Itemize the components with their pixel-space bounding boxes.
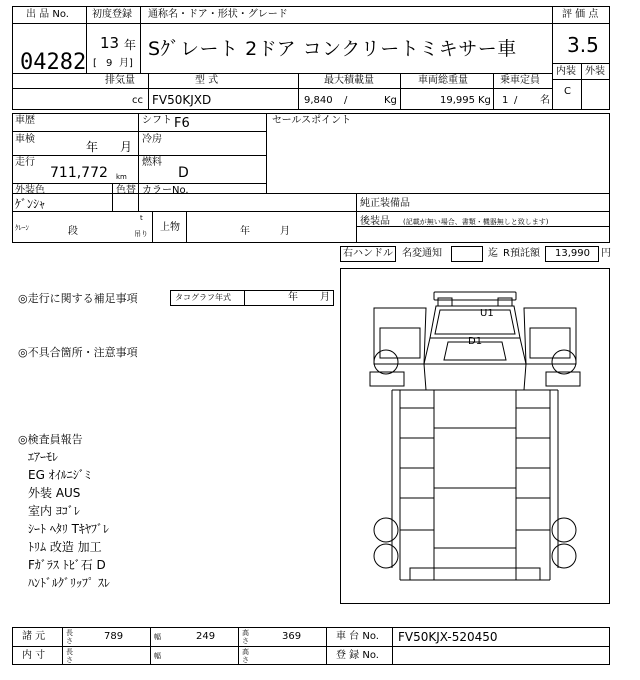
gross-weight-label: 車両総重量 [418, 75, 468, 86]
defects-label: ◎不具合箇所・注意事項 [18, 346, 138, 359]
first-reg-year-unit: 年 [124, 38, 137, 52]
boarding-year-unit: 年 [240, 226, 250, 237]
recycle-label: R預託額 [503, 248, 540, 259]
first-reg-year: 13 [100, 34, 120, 52]
max-load-sep: / [344, 95, 348, 106]
tacho-month-unit: 月 [320, 292, 330, 303]
footer-reg-label: 登 録 No. [336, 650, 379, 661]
crane-hang-unit: 吊り [134, 230, 148, 238]
footer-height-value: 369 [282, 631, 302, 642]
tacho-label: タコグラフ年式 [175, 293, 231, 302]
footer-width-value: 249 [196, 631, 216, 642]
inspector-report-item: 室内 ﾖｺﾞﾚ [28, 504, 80, 518]
name-label: 通称名・ドア・形状・グレード [148, 9, 288, 20]
max-load-unit: Kg [384, 95, 397, 106]
truck-diagram [340, 268, 610, 604]
mileage-unit: km [116, 173, 127, 181]
boarding-month-unit: 月 [280, 226, 290, 237]
footer-chassis-label: 車 台 No. [336, 631, 379, 642]
capacity-label: 乗車定員 [500, 75, 540, 86]
recycle-amount: 13,990 [555, 248, 590, 259]
inspection-month-unit: 月 [120, 140, 133, 154]
inspector-report-item: ｼｰﾄ ﾍﾀﾘ Tｷﾔﾌﾞﾚ [28, 522, 109, 536]
inspector-report-item: 外装 AUS [28, 486, 81, 500]
shift-value: F6 [174, 116, 190, 131]
displacement-unit: cc [132, 95, 143, 106]
footer-inner-length-label: 長さ [66, 648, 73, 664]
interior-label: 内装 [556, 66, 576, 77]
footer-length-label: 長さ [66, 629, 73, 645]
sales-point-label: セールスポイント [272, 115, 352, 126]
capacity-value: 1 [502, 95, 509, 106]
fuel-value: D [178, 165, 189, 181]
ac-label: 冷房 [142, 134, 162, 145]
tacho-year-unit: 年 [288, 292, 298, 303]
gross-weight-value: 19,995 [440, 95, 475, 106]
lot-number: 04282 [20, 50, 87, 75]
model-value: FV50KJXD [152, 93, 212, 107]
inspector-report-item: ﾄﾘﾑ 改造 加工 [28, 540, 102, 554]
aftermarket-label: 後装品 [360, 216, 390, 227]
boarding-label: 上物 [160, 222, 180, 233]
inspection-year-unit: 年 [86, 140, 99, 154]
footer-inner-width-label: 幅 [154, 652, 161, 660]
color-code-label: カラーNo. [142, 185, 189, 196]
footer-inner-label: 内 寸 [22, 650, 46, 661]
inspection-label: 車検 [15, 134, 35, 145]
inspector-report-item: ﾊﾝﾄﾞﾙｸﾞﾘｯﾌﾟ ｽﾚ [28, 576, 110, 590]
first-reg-label: 初度登録 [92, 9, 132, 20]
mileage-label: 走行 [15, 157, 35, 168]
footer-width-label: 幅 [154, 633, 161, 641]
crane-stage-unit: 段 [68, 226, 78, 237]
first-reg-month-open: [ [93, 58, 97, 69]
max-load-label: 最大積載量 [324, 75, 374, 86]
crane-ton-unit: t [140, 214, 143, 222]
first-reg-month: 9 [106, 58, 113, 69]
inspector-report-item: EG ｵｲﾙﾆｼﾞﾐ [28, 468, 91, 482]
recycle-unit: 円 [601, 248, 611, 259]
footer-height-label: 高さ [242, 629, 249, 645]
first-reg-month-unit: 月] [119, 58, 133, 69]
exterior-label: 外装 [585, 66, 605, 77]
model-label: 型 式 [195, 75, 219, 86]
vehicle-name: Sｸﾞレート 2ドア コンクリートミキサー車 [148, 38, 517, 60]
shift-label: シフト [142, 115, 172, 126]
damage-mark-d1: D1 [468, 336, 483, 347]
capacity-unit: 名 [540, 95, 550, 106]
color-label: 外装色 [15, 185, 45, 196]
refund-label: 迄 [488, 248, 498, 259]
footer-length-value: 789 [104, 631, 124, 642]
max-load-value: 9,840 [304, 95, 333, 106]
inspector-report-item: Fｶﾞﾗｽ ﾄﾋﾞ石 D [28, 558, 106, 572]
grade-value: 3.5 [567, 33, 599, 57]
color-change-label: 色替 [116, 185, 136, 196]
fuel-label: 燃料 [142, 157, 162, 168]
color-value: ｹﾞﾝｼｬ [15, 197, 46, 211]
footer-chassis-value: FV50KJX-520450 [398, 630, 498, 644]
interior-grade: C [564, 86, 571, 97]
lot-label: 出 品 No. [26, 9, 69, 20]
genuine-equipment-label: 純正装備品 [360, 198, 410, 209]
footer-specs-label: 諸 元 [22, 631, 46, 642]
mileage-value: 711,772 [50, 165, 108, 181]
handle-label: 右ハンドル [343, 248, 393, 259]
history-label: 車歴 [15, 115, 35, 126]
gross-weight-unit: Kg [478, 95, 491, 106]
aftermarket-note: (記載が無い場合、書類・機器無しと致します) [403, 218, 549, 226]
crane-label: ｸﾚｰﾝ [15, 224, 29, 232]
grade-label: 評 価 点 [562, 9, 599, 20]
displacement-label: 排気量 [105, 75, 135, 86]
capacity-sep: / [514, 95, 518, 106]
inspector-report-item: ｴｱｰﾓﾚ [28, 450, 59, 464]
inspector-label: ◎検査員報告 [18, 433, 83, 446]
driving-notes-label: ◎走行に関する補足事項 [18, 292, 138, 305]
name-change-box [451, 246, 483, 262]
footer-inner-height-label: 高さ [242, 648, 249, 664]
name-change-label: 名変通知 [402, 248, 442, 259]
damage-mark-u1: U1 [480, 308, 494, 319]
